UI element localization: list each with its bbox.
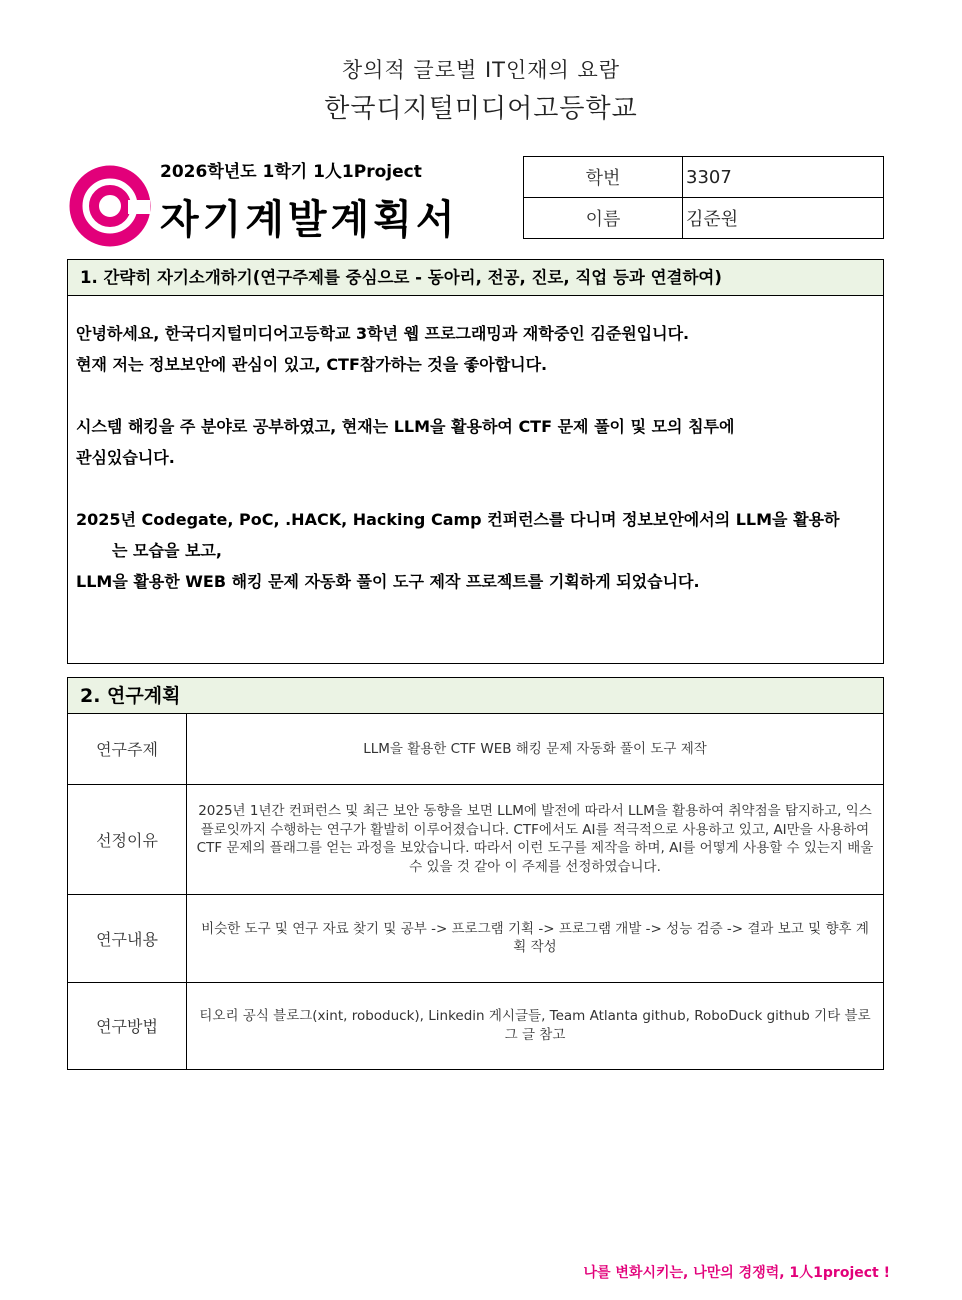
intro-line: 시스템 해킹을 주 분야로 공부하였고, 현재는 LLM을 활용하여 CTF 문제 풀이 및 모의 침투에 bbox=[76, 417, 735, 436]
student-id-row bbox=[524, 157, 884, 198]
selection-reason-label: 선정이유 bbox=[68, 784, 187, 894]
intro-line: 관심있습니다. bbox=[76, 448, 175, 467]
research-plan-table bbox=[68, 714, 883, 1069]
research-topic-value: LLM을 활용한 CTF WEB 해킹 문제 자동화 풀이 도구 제작 bbox=[363, 740, 707, 757]
research-method-label: 연구방법 bbox=[68, 982, 187, 1069]
intro-line: 현재 저는 정보보안에 관심이 있고, CTF참가하는 것을 좋아합니다. bbox=[76, 355, 548, 374]
research-plan-section bbox=[67, 677, 884, 1070]
table-row bbox=[68, 714, 883, 784]
document-subtitle: 2026학년도 1학기 1人1Project bbox=[160, 162, 422, 182]
table-row bbox=[68, 784, 883, 894]
selection-reason-value: 2025년 1년간 컨퍼런스 및 최근 보안 동향을 보면 LLM에 발전에 따라서 LLM을 활용하여 취약점을 탐지하고, 익스플로잇까지 수행하는 연구가 활발히 이루어졌습니다. CTF에서도 AI를 적극적으로 사용하고 있고, AI만을 사용하여 CTF 문제의 플래그를 얻는 과정을 보았습니다. 따라서 이런 도구를 제작을 하며, AI를 어떻게 사용할 수 있는지 배울 수 있을 것 같아 이 주제를 선정하였습니다. bbox=[187, 784, 884, 894]
student-name-value: 김준원 bbox=[683, 198, 884, 239]
table-row bbox=[68, 982, 883, 1069]
school-motto: 창의적 글로벌 IT인재의 요람 bbox=[341, 58, 621, 82]
research-method-value: 티오리 공식 블로그(xint, roboduck), Linkedin 게시글들, Team Atlanta github, RoboDuck github 기타 블로그 글 참고 bbox=[187, 982, 884, 1069]
student-id-label: 학번 bbox=[524, 157, 683, 198]
student-name-row bbox=[524, 198, 884, 239]
document-title: 자기계발계획서 bbox=[160, 197, 459, 243]
school-name: 한국디지털미디어고등학교 bbox=[324, 94, 638, 124]
self-introduction-section bbox=[67, 259, 884, 664]
table-row bbox=[68, 894, 883, 982]
self-introduction-body bbox=[68, 296, 883, 597]
self-introduction-heading: 1. 간략히 자기소개하기(연구주제를 중심으로 - 동아리, 전공, 진로, 직업 등과 연결하여) bbox=[68, 260, 883, 296]
research-topic-label: 연구주제 bbox=[68, 714, 187, 784]
school-logo-icon bbox=[68, 164, 152, 248]
research-content-value: 비슷한 도구 및 연구 자료 찾기 및 공부 -> 프로그램 기획 -> 프로그램 개발 -> 성능 검증 -> 결과 보고 및 향후 계획 작성 bbox=[187, 894, 884, 982]
intro-line: 안녕하세요, 한국디지털미디어고등학교 3학년 웹 프로그래밍과 재학중인 김준원입니다. bbox=[76, 324, 690, 343]
student-info-table bbox=[523, 156, 884, 239]
research-content-label: 연구내용 bbox=[68, 894, 187, 982]
intro-line: 2025년 Codegate, PoC, .HACK, Hacking Camp 컨퍼런스를 다니며 정보보안에서의 LLM을 활용하 bbox=[76, 510, 840, 529]
student-name-label: 이름 bbox=[524, 198, 683, 239]
research-plan-heading: 2. 연구계획 bbox=[68, 678, 883, 714]
intro-line: 는 모습을 보고, bbox=[112, 541, 222, 560]
intro-line: LLM을 활용한 WEB 해킹 문제 자동화 풀이 도구 제작 프로젝트를 기획하게 되었습니다. bbox=[76, 572, 700, 591]
student-id-value: 3307 bbox=[683, 157, 884, 198]
footer-slogan: 나를 변화시키는, 나만의 경쟁력, 1人1project ! bbox=[583, 1265, 890, 1281]
